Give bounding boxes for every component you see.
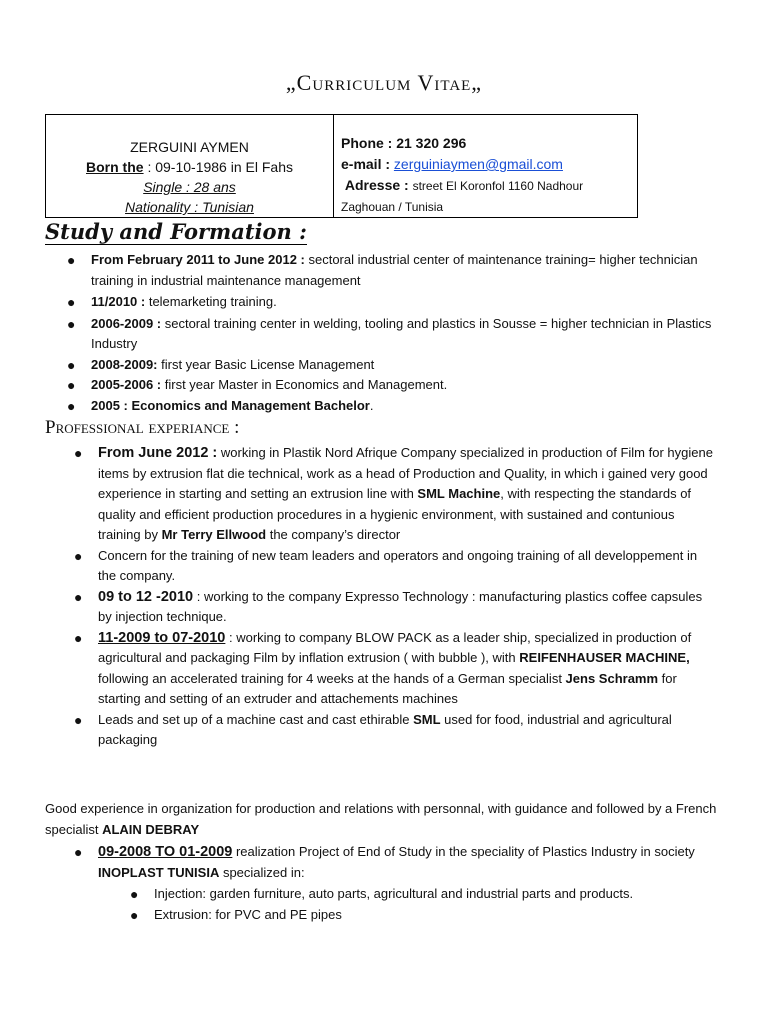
born-value: : 09-10-1986 in El Fahs <box>143 159 293 175</box>
address-label: Adresse : <box>344 177 413 193</box>
bullet-icon: ● <box>67 356 76 373</box>
list-item: ● Extrusion: for PVC and PE pipes <box>154 905 734 926</box>
list-item: ● 11-2009 to 07-2010 : working to company BLOW PACK as a leader ship, specialized in production of agricultural and packaging Film by inflation extrusion ( with bubble ), with REIFENHAUSER MACHINE, following an accelerated training for 4 weeks at the hands of a German specialist Jens Schramm for starting and setting of an extruder and attachements machines <box>74 629 692 706</box>
birth-info <box>46 157 333 177</box>
bullet-icon: ● <box>67 252 76 268</box>
list-item: ● 09-2008 TO 01-2009 realization Project of End of Study in the speciality of Plastics Industry in society INOPLAST TUNISIA specialized in: <box>74 844 695 880</box>
list-item: ● Leads and set up of a machine cast and cast ethirable SML used for food, industrial and agricultural packaging <box>74 711 672 747</box>
bullet-icon: ● <box>74 844 83 860</box>
contact-info <box>334 115 637 217</box>
list-item: ● From June 2012 : working in Plastik Nord Afrique Company specialized in production of Film for hygiene items by extrusion flat die technical, work as a head of Production and Quality, in which i gained very good experience in starting and setting an extrusion line with SML Machine, with respecting the standards of quality and efficient production procedures in a hygienic environment, with sustained and contunious training by Mr Terry Ellwood the company’s director <box>74 445 713 542</box>
bullet-icon: ● <box>74 588 83 605</box>
list-item: ● 2005 : Economics and Management Bachelor. <box>91 396 731 417</box>
project-list <box>74 842 718 883</box>
bullet-icon: ● <box>74 711 83 728</box>
experience-paragraph: Good experience in organization for production and relations with personnal, with guidance and followed by a French specialist ALAIN DEBRAY <box>45 801 717 837</box>
section-heading-professional: Professional experiance : <box>45 417 240 438</box>
bullet-icon: ● <box>74 445 83 461</box>
address-line1: street El Koronfol 1160 Nadhour <box>412 179 584 193</box>
nationality: Nationality : Tunisian <box>125 199 254 215</box>
list-item: ● Concern for the training of new team leaders and operators and ongoing training of all developpement in the company. <box>74 547 698 583</box>
full-name: ZERGUINI AYMEN <box>130 139 249 155</box>
bullet-icon: ● <box>67 397 76 414</box>
list-item: ● 11/2010 : telemarketing training. <box>91 292 731 313</box>
page-title: „Curriculum Vitae„ <box>285 70 483 95</box>
bullet-icon: ● <box>74 629 83 646</box>
section-heading-study <box>45 219 307 245</box>
email-label: e-mail : <box>341 156 394 172</box>
sub-list <box>130 884 734 925</box>
study-heading-text: Study and Formation : <box>45 219 307 244</box>
address-line2: Zaghouan / Tunisia <box>341 200 444 214</box>
list-item: ● From February 2011 to June 2012 : sectoral industrial center of maintenance training= higher technician training in industrial maintenance management <box>67 252 698 288</box>
list-item: ● 2008-2009: first year Basic License Management <box>91 355 731 376</box>
bullet-icon: ● <box>67 315 76 332</box>
email-row <box>341 154 637 175</box>
personal-info <box>46 115 334 217</box>
list-item: ● 2005-2006 : first year Master in Economics and Management. <box>91 375 731 396</box>
bullet-icon: ● <box>130 886 139 902</box>
born-label: Born the <box>86 159 144 175</box>
professional-list <box>74 443 718 751</box>
bullet-icon: ● <box>74 547 83 564</box>
bullet-icon: ● <box>130 906 139 923</box>
header-box <box>45 114 638 218</box>
email-link[interactable]: zerguiniaymen@gmail.com <box>393 156 563 172</box>
list-item: ● Injection: garden furniture, auto parts, agricultural and industrial parts and products. <box>154 884 734 905</box>
bullet-icon: ● <box>67 294 76 310</box>
address-row <box>341 175 637 197</box>
marital-status: Single : 28 ans <box>143 179 236 195</box>
bullet-icon: ● <box>67 377 76 393</box>
phone: Phone : 21 320 296 <box>341 135 467 151</box>
list-item: ● 09 to 12 -2010 : working to the company Expresso Technology : manufacturing plastics coffee capsules by injection technique. <box>74 588 703 624</box>
study-list <box>67 250 731 416</box>
list-item: ● 2006-2009 : sectoral training center in welding, tooling and plastics in Sousse = higher technician in Plastics Industry <box>67 315 712 351</box>
